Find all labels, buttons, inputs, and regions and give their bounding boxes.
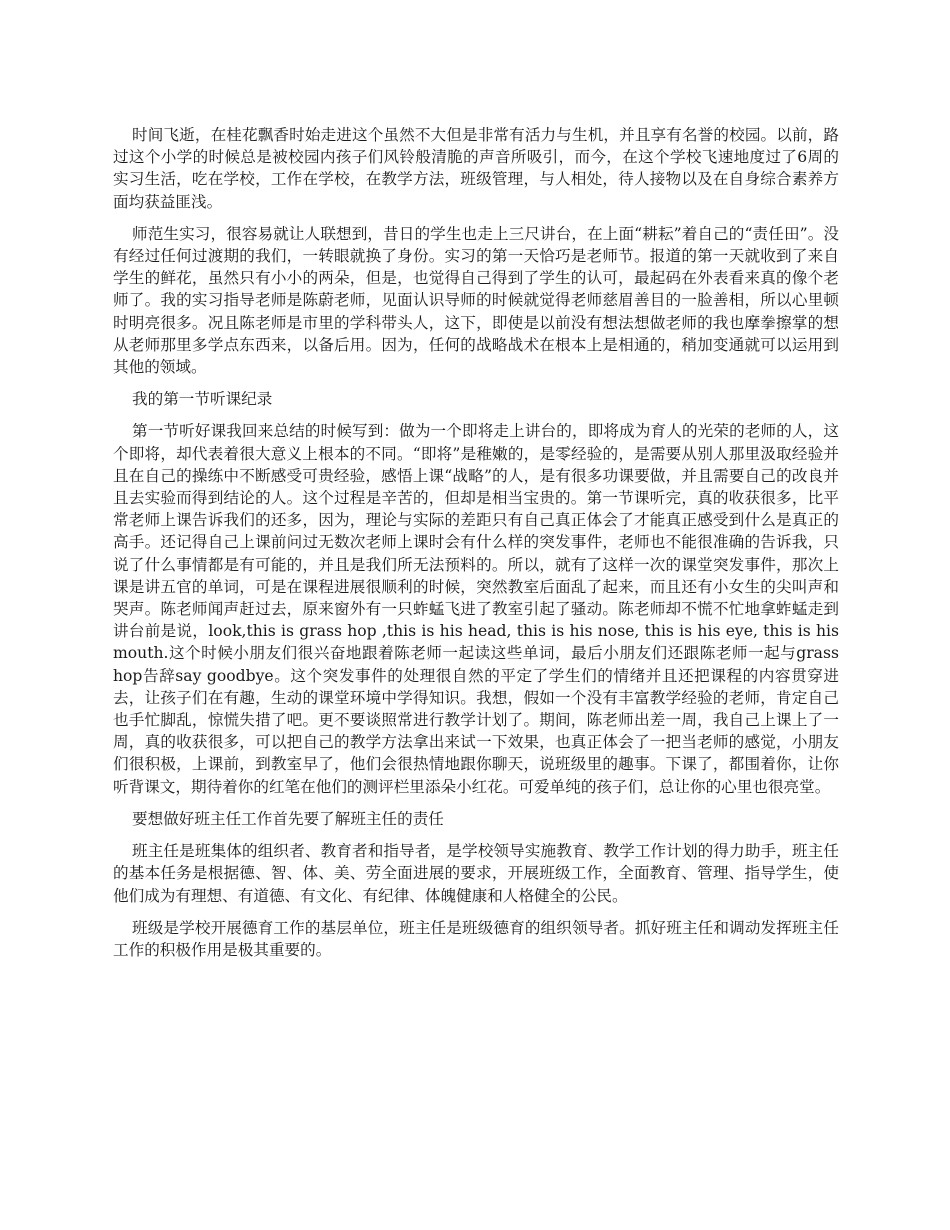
paragraph-internship: 师范生实习，很容易就让人联想到，昔日的学生也走上三尺讲台，在上面“耕耘”着自己的“责任田”。没有经过任何过渡期的我们，一转眼就换了身份。实习的第一天恰巧是老师节。报道的第一天就收到了来自学生的鲜花，虽然只有小小的两朵，但是，也觉得自己得到了学生的认可，最起码在外表看来真的像个老师了。我的实习指导老师是陈蔚老师，见面认识导师的时候就觉得老师慈眉善目的一脸善相，所以心里顿时明亮很多。况且陈老师是市里的学科带头人，这下，即使是以前没有想法想做老师的我也摩拳擦掌的想从老师那里多学点东西来，以备后用。因为，任何的战略战术在根本上是相通的，稍加变通就可以运用到其他的领域。: [113, 224, 839, 377]
paragraph-head-teacher-role: 班主任是班集体的组织者、教育者和指导者，是学校领导实施教育、教学工作计划的得力助手，班主任的基本任务是根据德、智、体、美、劳全面进展的要求，开展班级工作，全面教育、管理、指导学生，使他们成为有理想、有道德、有文化、有纪律、体魄健康和人格健全的公民。: [113, 842, 839, 905]
section-heading-first-lesson: 我的第一节听课纪录: [132, 390, 273, 409]
section-heading-head-teacher: 要想做好班主任工作首先要了解班主任的责任: [132, 809, 444, 828]
paragraph-intro: 时间飞逝，在桂花飘香时始走进这个虽然不大但是非常有活力与生机，并且享有名誉的校园。以前，路过这个小学的时候总是被校园内孩子们风铃般清脆的声音所吸引，而今，在这个学校飞速地度过了6周的实习生活，吃在学校，工作在学校，在教学方法，班级管理，与人相处，待人接物以及在自身综合素养方面均获益匪浅。: [113, 126, 839, 211]
paragraph-class-unit: 班级是学校开展德育工作的基层单位，班主任是班级德育的组织领导者。抓好班主任和调动发挥班主任工作的积极作用是极其重要的。: [113, 918, 839, 959]
document-page: [113, 124, 839, 971]
paragraph-first-lesson: 第一节听好课我回来总结的时候写到：做为一个即将走上讲台的，即将成为育人的光荣的老师的人，这个即将，却代表着很大意义上根本的不同。“即将”是稚嫩的，是零经验的，是需要从别人那里汲取经验并且在自己的操练中不断感受可贵经验，感悟上课“战略”的人，是有很多功课要做，并且需要自己的改良并且去实验而得到结论的人。这个过程是辛苦的，但却是相当宝贵的。第一节课听完，真的收获很多，比平常老师上课告诉我们的还多，因为，理论与实际的差距只有自己真正体会了才能真正感受到什么是真正的高手。还记得自己上课前问过无数次老师上课时会有什么样的突发事件，老师也不能很准确的告诉我，只说了什么事情都是有可能的，并且是我们所无法预料的。所以，就有了这样一次的课堂突发事件，那次上课是讲五官的单词，可是在课程进展很顺利的时候，突然教室后面乱了起来，而且还有小女生的尖叫声和哭声。陈老师闻声赶过去，原来窗外有一只蚱蜢飞进了教室引起了骚动。陈老师却不慌不忙地拿蚱蜢走到讲台前是说，look,this is grass hop ,this is his head, this is his nose, this is his eye, this is his mouth.这个时候小朋友们很兴奋地跟着陈老师一起读这些单词，最后小朋友们还跟陈老师一起与grass hop告辞say goodbye。这个突发事件的处理很自然的平定了学生们的情绪并且还把课程的内容贯穿进去，让孩子们在有趣，生动的课堂环境中学得知识。我想，假如一个没有丰富教学经验的老师，肯定自己也手忙脚乱，惊慌失措了吧。更不要谈照常进行教学计划了。期间，陈老师出差一周，我自己上课上了一周，真的收获很多，可以把自己的教学方法拿出来试一下效果，也真正体会了一把当老师的感觉，小朋友们很积极，上课前，到教室早了，他们会很热情地跟你聊天，说班级里的趣事。下课了，都围着你，让你听背课文，期待着你的红笔在他们的测评栏里添朵小红花。可爱单纯的孩子们，总让你的心里也很亮堂。: [113, 422, 839, 796]
